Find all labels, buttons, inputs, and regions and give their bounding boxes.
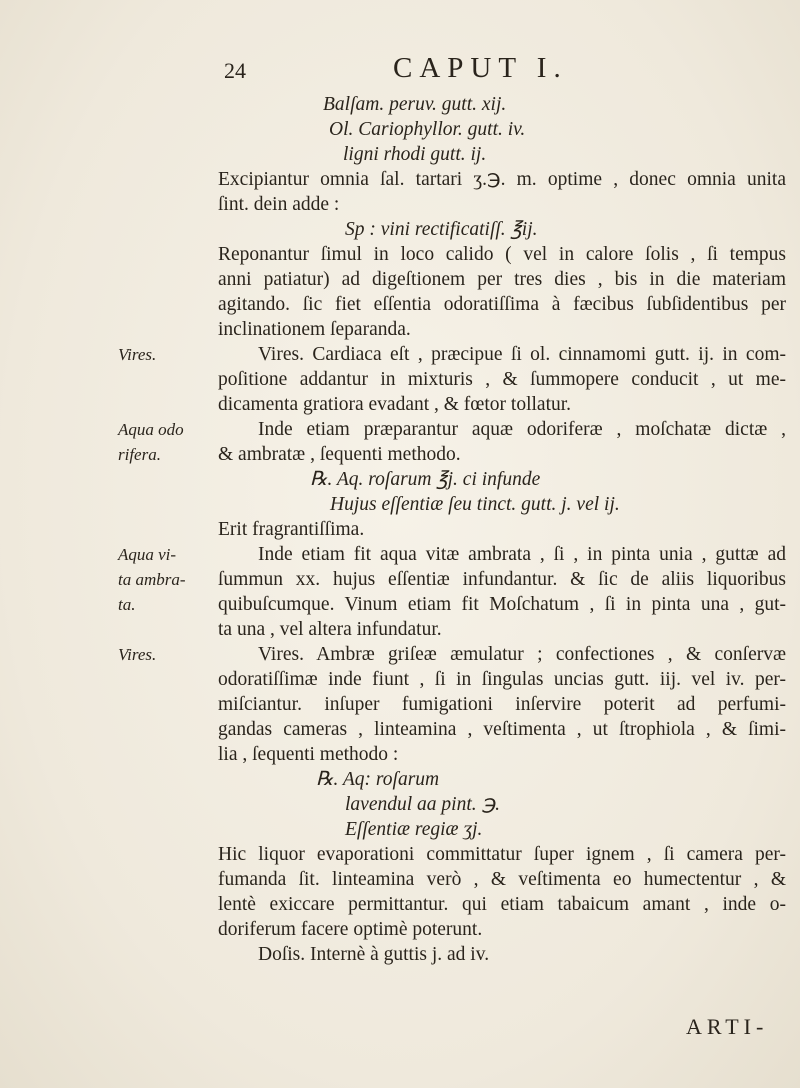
text-line: anni patiatur) ad digeſtionem per tres dies , bis in die materiam [218,269,786,290]
text-line: Inde etiam fit aqua vitæ ambrata , ſi , in pinta unia , guttæ ad [258,544,786,565]
text-line: dicamenta gratiora evadant , & fœtor tollatur. [218,394,572,415]
text-line: Reponantur ſimul in loco calido ( vel in calore ſolis , ſi tempus [218,244,786,265]
margin-note: ta. [118,595,136,614]
recipe-line: Ol. Cariophyllor. gutt. iv. [329,119,526,140]
text-line: lia , ſequenti methodo : [218,744,399,765]
recipe-line: ligni rhodi gutt. ij. [343,144,487,165]
text-line: gandas cameras , linteamina , veſtimenta , ut ſtrophiola , & ſimi- [218,719,786,740]
catchword: ARTI- [686,1014,769,1039]
text-line: agitando. ſic fiet eſſentia odoratiſſima à fæcibus ſubſidentibus per [218,294,786,315]
text-line: ſummun xx. hujus eſſentiæ infundantur. & ſic de aliis liquoribus [218,569,786,590]
text-line: ſint. dein adde : [218,194,340,215]
text-line: Vires. Cardiaca eſt , præcipue ſi ol. cinnamomi gutt. ij. in com- [258,344,786,365]
margin-note: Aqua vi- [118,545,177,564]
text-line: Excipiantur omnia ſal. tartari ʒ.℈. m. optime , donec omnia unita [218,169,786,190]
recipe-line: ℞. Aq. roſarum ℥j. ci infunde [310,469,541,490]
text-line: Doſis. Internè à guttis j. ad iv. [258,944,490,965]
text-line: quibuſcumque. Vinum etiam fit Moſchatum , ſi in pinta una , gut- [218,594,786,615]
text-line: Hic liquor evaporationi committatur ſuper ignem , ſi camera per- [218,844,786,865]
text-line: & ambratæ , ſequenti methodo. [218,444,461,465]
text-line: Vires. Ambræ griſeæ æmulatur ; confectiones , & conſervæ [258,644,786,665]
text-line: fumanda ſit. linteamina verò , & veſtimenta eo humectentur , & [218,869,786,890]
recipe-line: Sp : vini rectificatiſſ. ℥ij. [345,219,538,240]
page-number: 24 [224,58,246,83]
text-line: Erit fragrantiſſima. [218,519,365,540]
text-line: inclinationem ſeparanda. [218,319,411,340]
recipe-line: Eſſentiæ regiæ ʒj. [345,819,483,840]
text-line: doriferum facere optimè poterunt. [218,919,483,940]
text-line: Inde etiam præparantur aquæ odoriferæ , moſchatæ dictæ , [258,419,786,440]
text-line: ta una , vel altera infundatur. [218,619,442,640]
text-line: odoratiſſimæ inde fiunt , ſi in ſingulas uncias gutt. iij. vel iv. per- [218,669,786,690]
margin-note: Aqua odo [118,420,184,439]
recipe-line: lavendul aa pint. ℈. [345,794,500,815]
margin-note: rifera. [118,445,161,464]
text-line: miſciantur. inſuper fumigationi inſervire poterit ad perfumi- [218,694,786,715]
margin-note: Vires. [118,345,157,364]
margin-note: Vires. [118,645,157,664]
margin-note: ta ambra- [118,570,186,589]
recipe-line: Hujus eſſentiæ ſeu tinct. gutt. j. vel ij. [330,494,620,515]
running-title: CAPUT I. [393,52,568,84]
text-line: poſitione addantur in mixturis , & ſummopere conducit , ut me- [218,369,786,390]
recipe-line: ℞. Aq: roſarum [316,769,440,790]
recipe-line: Balſam. peruv. gutt. xij. [323,94,507,115]
text-line: lentè exiccare permittantur. qui etiam tabaicum amant , inde o- [218,894,786,915]
